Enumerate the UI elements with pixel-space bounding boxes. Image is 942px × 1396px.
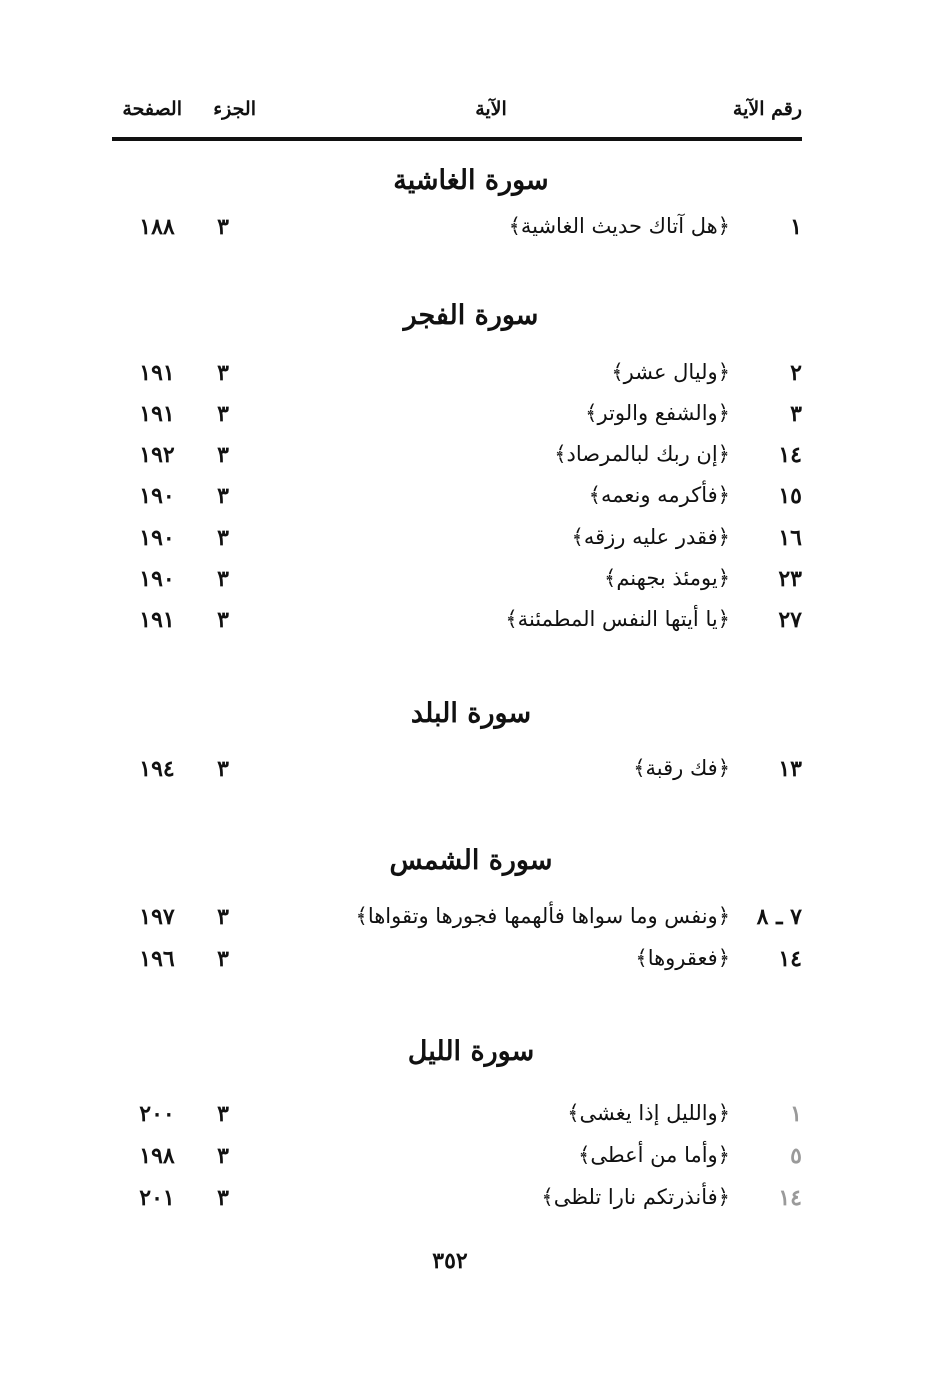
header-ayah-number: رقم الآية — [732, 98, 802, 120]
ayah-number: ٢٧ — [778, 607, 802, 633]
page-ref: ٢٠١ — [139, 1185, 175, 1211]
surah-title: سورة البلد — [410, 698, 532, 729]
surah-title: سورة الغاشية — [393, 165, 549, 196]
ayah-number: ٧ ـ ٨ — [756, 904, 802, 930]
juz-number: ٣ — [217, 1143, 229, 1169]
ayah-text: ﴿فقدر عليه رزقه﴾ — [571, 525, 730, 549]
ayah-number: ١٤ — [778, 442, 802, 468]
page-ref: ١٩٧ — [139, 904, 175, 930]
ayah-text: ﴿وليال عشر﴾ — [611, 360, 730, 384]
page-ref: ١٩٠ — [139, 483, 175, 509]
ayah-text: ﴿يا أيتها النفس المطمئنة﴾ — [505, 607, 730, 631]
ayah-text: ﴿والليل إذا يغشى﴾ — [567, 1101, 730, 1125]
juz-number: ٣ — [217, 360, 229, 386]
ayah-number: ١٥ — [778, 483, 802, 509]
ayah-number: ١٣ — [778, 756, 802, 782]
ayah-text: ﴿وأما من أعطى﴾ — [578, 1143, 730, 1167]
ayah-text: ﴿والشفع والوتر﴾ — [585, 401, 730, 425]
ayah-text: ﴿فك رقبة﴾ — [633, 756, 730, 780]
ayah-text: ﴿فأنذرتكم نارا تلظى﴾ — [541, 1185, 730, 1209]
juz-number: ٣ — [217, 442, 229, 468]
page-ref: ١٩١ — [139, 360, 175, 386]
header-ayah: الآية — [475, 98, 507, 120]
surah-title: سورة الشمس — [389, 845, 553, 876]
juz-number: ٣ — [217, 946, 229, 972]
juz-number: ٣ — [217, 483, 229, 509]
page-number: ٣٥٢ — [432, 1248, 468, 1274]
juz-number: ٣ — [217, 214, 229, 240]
page-ref: ١٩٦ — [139, 946, 175, 972]
ayah-number: ٥ — [790, 1143, 802, 1169]
ayah-number: ٢٣ — [778, 566, 802, 592]
juz-number: ٣ — [217, 401, 229, 427]
ayah-number: ١٤ — [778, 1185, 802, 1211]
juz-number: ٣ — [217, 607, 229, 633]
ayah-text: ﴿فأكرمه ونعمه﴾ — [588, 483, 730, 507]
header-juz: الجزء — [213, 98, 256, 120]
juz-number: ٣ — [217, 1185, 229, 1211]
page-ref: ١٩٠ — [139, 525, 175, 551]
page-ref: ١٩٨ — [139, 1143, 175, 1169]
page-ref: ٢٠٠ — [139, 1101, 175, 1127]
ayah-text: ﴿ونفس وما سواها فألهمها فجورها وتقواها﴾ — [355, 904, 730, 928]
page-ref: ١٩٤ — [139, 756, 175, 782]
surah-title: سورة الليل — [407, 1036, 535, 1067]
header-page: الصفحة — [122, 98, 182, 120]
surah-title: سورة الفجر — [403, 300, 539, 331]
juz-number: ٣ — [217, 566, 229, 592]
header-rule — [112, 137, 802, 141]
ayah-number: ١ — [790, 214, 802, 240]
page-ref: ١٩١ — [139, 607, 175, 633]
juz-number: ٣ — [217, 904, 229, 930]
juz-number: ٣ — [217, 1101, 229, 1127]
juz-number: ٣ — [217, 525, 229, 551]
ayah-text: ﴿هل آتاك حديث الغاشية﴾ — [508, 214, 730, 238]
page-ref: ١٨٨ — [139, 214, 175, 240]
ayah-text: ﴿فعقروها﴾ — [635, 946, 730, 970]
ayah-text: ﴿إن ربك لبالمرصاد﴾ — [554, 442, 730, 466]
ayah-number: ١٦ — [778, 525, 802, 551]
juz-number: ٣ — [217, 756, 229, 782]
ayah-number: ٣ — [790, 401, 802, 427]
page-ref: ١٩١ — [139, 401, 175, 427]
ayah-number: ١٤ — [778, 946, 802, 972]
ayah-text: ﴿يومئذ بجهنم﴾ — [604, 566, 730, 590]
ayah-number: ١ — [790, 1101, 802, 1127]
page-ref: ١٩٠ — [139, 566, 175, 592]
ayah-number: ٢ — [790, 360, 802, 386]
page-ref: ١٩٢ — [139, 442, 175, 468]
